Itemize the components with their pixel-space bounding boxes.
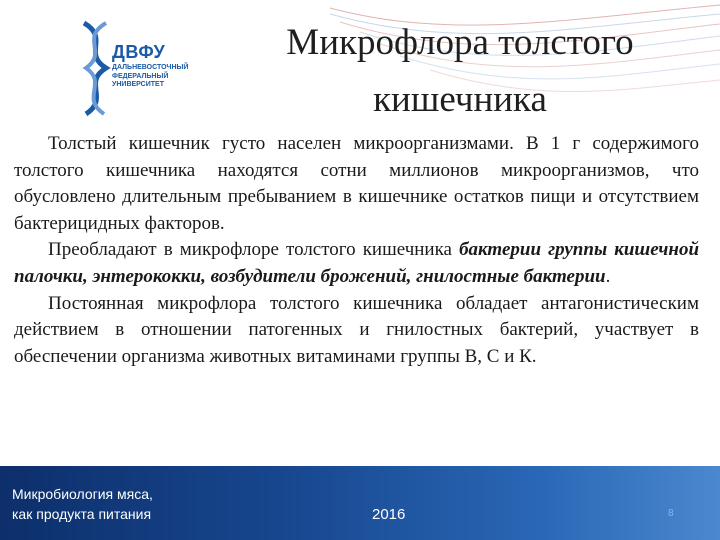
slide-title-line-2: кишечника <box>373 79 547 120</box>
logo-subtitle <box>112 64 188 90</box>
course-name <box>12 484 153 524</box>
paragraph-2-emphasis: бактерии группы кишечной палочки, энтерококки, возбудители брожений, гнилостные бактерии <box>14 239 700 287</box>
paragraph-1: Толстый кишечник густо населен микроорганизмами. В 1 г содержимого толстого кишечника находятся сотни миллионов микроорганизмов, что обусловлено длительным пребыванием в кишечнике остатков пищи и отсутствием бактерицидных факторов. <box>14 133 699 234</box>
paragraph-2 <box>14 237 699 290</box>
paragraph-2-intro: Преобладают в микрофлоре толстого кишечника <box>48 239 460 261</box>
paragraph-2-end: . <box>605 265 611 287</box>
slide-body <box>14 131 699 370</box>
paragraph-3: Постоянная микрофлора толстого кишечника обладает антагонистическим действием в отношении патогенных и гнилостных бактерий, участвует в обеспечении организма животных витаминами группы В, С и К. <box>14 292 699 367</box>
slide-footer <box>0 466 720 540</box>
slide-title <box>240 14 680 128</box>
dna-helix-icon <box>76 18 116 118</box>
slide-title-line-1: Микрофлора толстого <box>286 22 634 63</box>
logo-subtitle-line: УНИВЕРСИТЕТ <box>112 81 164 88</box>
logo-wordmark: ДВФУ <box>112 42 166 62</box>
logo-subtitle-line: ДАЛЬНЕВОСТОЧНЫЙ <box>112 64 189 71</box>
course-name-line-2: как продукта питания <box>12 506 152 522</box>
logo-subtitle-line: ФЕДЕРАЛЬНЫЙ <box>112 72 169 80</box>
footer-year: 2016 <box>372 506 406 523</box>
course-name-line-1: Микробиология мяса, <box>12 486 153 502</box>
slide-number: 8 <box>668 508 674 519</box>
